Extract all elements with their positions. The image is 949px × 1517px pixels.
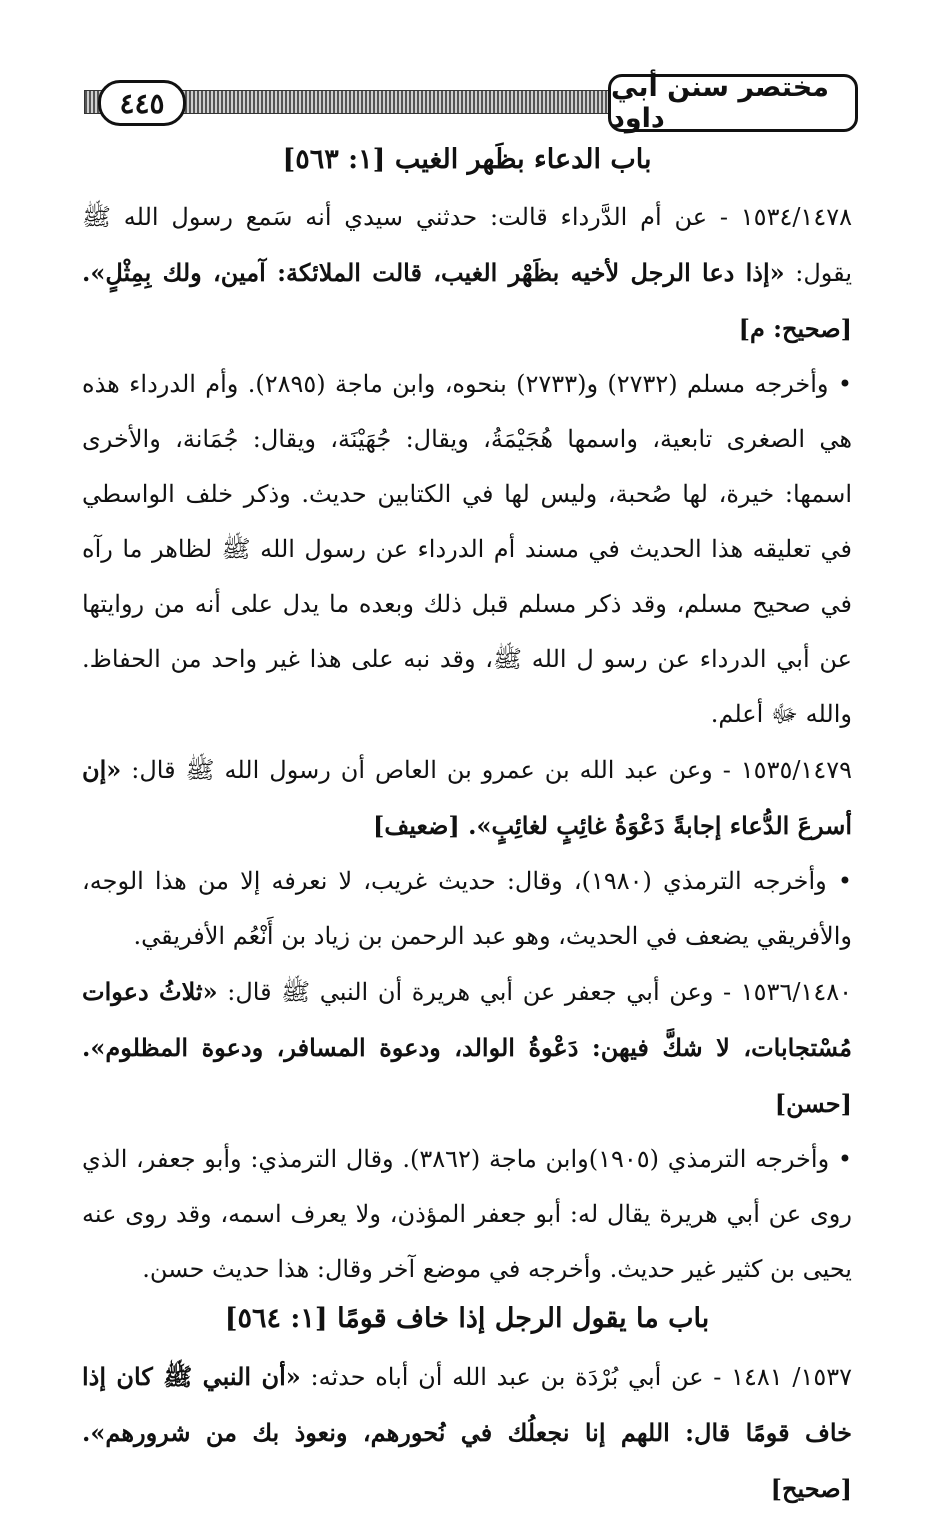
hadith-intro: ١٥٣٦/١٤٨٠ - وعن أبي جعفر عن أبي هريرة أن النبي ﷺ قال: bbox=[227, 978, 852, 1006]
commentary-1: • وأخرجه مسلم (٢٧٣٢) و(٢٧٣٣) بنحوه، وابن ماجة (٢٨٩٥). وأم الدرداء هذه هي الصغرى تابعية، واسمها هُجَيْمَةُ، ويقال: جُهَيْنَة، ويقال: جُمَانة، والأخرى اسمها: خيرة، لها صُحبة، وليس لها في الكتابين حديث. وذكر خلف الواسطي في تعليقه هذا الحديث في مسند أم الدرداء عن رسول الله ﷺ لظاهر ما رآه في صحيح مسلم، وقد ذكر مسلم قبل ذلك وبعده ما يدل على أنه من روايتها عن أبي الدرداء عن رسو ل الله ﷺ، وقد نبه على هذا غير واحد من الحفاظ. والله ﷻ أعلم. bbox=[82, 370, 852, 728]
hadith-2 bbox=[82, 742, 852, 854]
book-title: مختصر سنن أبي داود bbox=[608, 74, 858, 132]
hadith-text: «أن النبي ﷺ كان إذا خاف قومًا قال: اللهم إنا نجعلُك في نُحورهم، ونعوذ بك من شرورهم». [صحيح] bbox=[82, 1362, 852, 1503]
hadith-3 bbox=[82, 964, 852, 1132]
page-number: ٤٤٥ bbox=[98, 80, 186, 126]
hadith-1 bbox=[82, 190, 852, 357]
hadith-4 bbox=[82, 1349, 852, 1517]
hadith-text: «إن أسرعَ الدُّعاء إجابةً دَعْوَةُ غائِبٍ لغائِبٍ». [ضعيف] bbox=[82, 755, 852, 840]
page-body bbox=[82, 138, 852, 1517]
chapter-title: باب ما يقول الرجل إذا خاف قومًا [١: ٥٦٤] bbox=[224, 1303, 710, 1334]
chapter-title: باب الدعاء بظَهر الغيب [١: ٥٦٣] bbox=[282, 144, 652, 175]
hadith-intro: ١٥٣٧/ ١٤٨١ - عن أبي بُرْدَة بن عبد الله أن أباه حدثه: bbox=[310, 1363, 852, 1391]
hadith-text: «إذا دعا الرجل لأخيه بظَهْر الغيب، قالت الملائكة: آمين، ولك بِمِثْلٍ». [صحيح: م] bbox=[82, 258, 852, 343]
commentary-3: • وأخرجه الترمذي (١٩٠٥)وابن ماجة (٣٨٦٢). وقال الترمذي: وأبو جعفر، الذي روى عن أبي هريرة يقال له: أبو جعفر المؤذن، ولا يعرف اسمه، وقد روى عنه يحيى بن كثير غير حديث. وأخرجه في موضع آخر وقال: هذا حديث حسن. bbox=[82, 1145, 853, 1283]
hadith-intro: ١٥٣٥/١٤٧٩ - وعن عبد الله بن عمرو بن العاص أن رسول الله ﷺ قال: bbox=[131, 756, 852, 784]
hadith-text: «ثلاثُ دعوات مُسْتجابات، لا شكَّ فيهن: دَعْوةُ الوالد، ودعوة المسافر، ودعوة المظلوم». [حسن] bbox=[82, 977, 852, 1118]
hadith-intro: ١٥٣٤/١٤٧٨ - عن أم الدَّرداء قالت: حدثني سيدي أنه سَمع رسول الله ﷺ يقول: bbox=[82, 203, 852, 287]
commentary-2: • وأخرجه الترمذي (١٩٨٠)، وقال: حديث غريب، لا نعرفه إلا من هذا الوجه، والأفريقي يضعف في الحديث، وهو عبد الرحمن بن زياد بن أَنْعُم الأفريقي. bbox=[82, 867, 852, 950]
